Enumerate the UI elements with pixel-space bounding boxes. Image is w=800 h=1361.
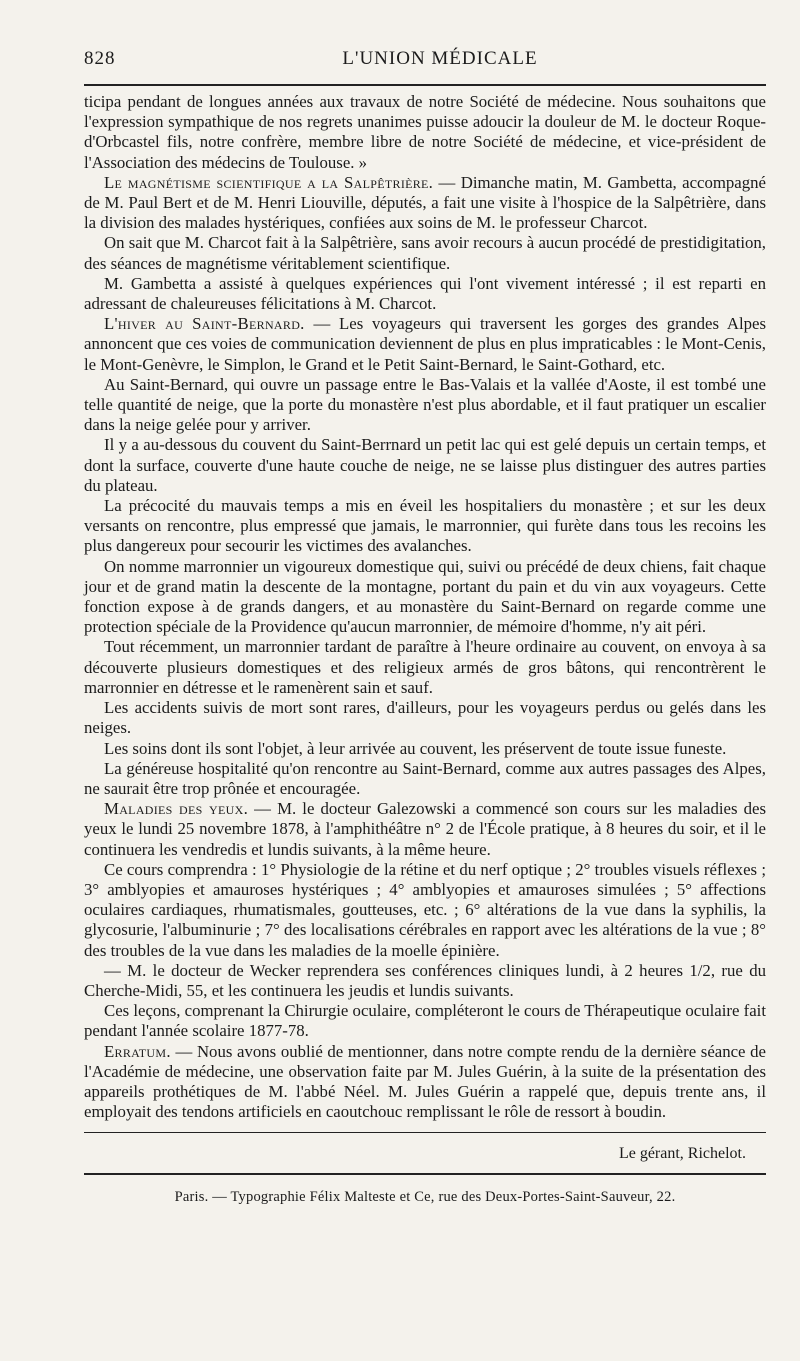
section-paragraph [84,799,766,860]
paragraph: La généreuse hospitalité qu'on rencontre au Saint-Bernard, comme aux autres passages des Alpes, ne saurait être trop prônée et encouragée. [84,758,766,798]
paragraph: Tout récemment, un marronnier tardant de paraître à l'heure ordinaire au couvent, on envoya à sa découverte plusieurs domestiques et des religieux armés de gros bâtons, qui rencontrèrent le marronnier en détresse et le ramenèrent sain et sauf. [84,637,766,697]
section-text: — Nous avons oublié de mentionner, dans notre compte rendu de la dernière séance de l'Académie de médecine, une observation faite par M. Jules Guérin, à la suite de la présentation des appareils prothétiques de M. l'abbé Néel. M. Jules Guérin a rappelé que, depuis trente ans, il employait des tendons artificiels en caoutchouc remplissant le rôle de ressort à boudin. [84,1041,766,1122]
paragraph: M. Gambetta a assisté à quelques expériences qui l'ont vivement intéressé ; il est reparti en adressant de chaleureuses félicitations à M. Charcot. [84,273,766,314]
paragraph: Les accidents suivis de mort sont rares, d'ailleurs, pour les voyageurs perdus ou gelés dans les neiges. [84,698,766,738]
paragraph: Au Saint-Bernard, qui ouvre un passage entre le Bas-Valais et la vallée d'Aoste, il est tombé une telle quantité de neige, que la porte du monastère n'est plus abordable, et il faut pratiquer un escalier dans la neige gelée pour y arriver. [84,374,766,435]
paragraph: Ces leçons, comprenant la Chirurgie oculaire, compléteront le cours de Thérapeutique oculaire fait pendant l'année scolaire 1877-78. [84,1001,766,1041]
paragraph: Ce cours comprendra : 1° Physiologie de la rétine et du nerf optique ; 2° troubles visuels réflexes ; 3° amblyopies et amauroses hystériques ; 4° amblyopies et amauroses simulées ; 5° affections oculaires cardiaques, rhumatismales, goutteuses, etc. ; 6° altérations de la vue dans la syphilis, la glycosurie, l'albuminurie ; 7° des localisations cérébrales en rapport avec les altérations de la vue ; 8° des troubles de la vue dans les maladies de la moelle épinière. [84,859,766,960]
section-paragraph [84,314,766,375]
section-heading: Le magnétisme scientifique a la Salpêtrière. [104,172,434,192]
section-heading: Erratum. [104,1041,171,1061]
page-number: 828 [84,48,116,69]
paragraph: La précocité du mauvais temps a mis en éveil les hospitaliers du monastère ; et sur les deux versants on rencontre, plus empressé que jamais, le marronnier, qui furète dans tous les recoins les plus dangereux pour secourir les victimes des avalanches. [84,496,766,556]
paragraph: Il y a au-dessous du couvent du Saint-Berrnard un petit lac qui est gelé depuis un certain temps, et dont la surface, couverte d'une haute couche de neige, ne se laisse plus distinguer des autres parties du plateau. [84,435,766,495]
section-paragraph [84,1042,766,1123]
imprint-rule [84,1173,766,1175]
section-heading: Maladies des yeux. [104,799,249,819]
section-text: — Dimanche matin, M. Gambetta, accompagné de M. Paul Bert et de M. Henri Liouville, députés, a fait une visite à l'hospice de la Salpêtrière, dans la division des malades hystériques, confiées aux soins de M. le professeur Charcot. [84,172,766,233]
running-head [84,48,766,78]
section-heading: L'hiver au Saint-Bernard. [104,314,305,334]
section-text: — Les voyageurs qui traversent les gorges des grandes Alpes annoncent que ces voies de communication deviennent de plus en plus impraticables : le Mont-Cenis, le Mont-Genèvre, le Simplon, le Grand et le Petit Saint-Bernard, le Saint-Gothard, etc. [84,314,766,374]
paragraph: On sait que M. Charcot fait à la Salpêtrière, sans avoir recours à aucun procédé de prestidigitation, des séances de magnétisme véritablement scientifique. [84,233,766,273]
imprint: Paris. — Typographie Félix Malteste et Ce, rue des Deux-Portes-Saint-Sauveur, 22. [174,1189,676,1206]
signature: Le gérant, Richelot. [618,1145,746,1163]
journal-title: L'UNION MÉDICALE [342,48,538,69]
article-body [84,92,766,1122]
paragraph: ticipa pendant de longues années aux travaux de notre Société de médecine. Nous souhaitons que l'expression sympathique de nos regrets unanimes puisse adoucir la douleur de M. le docteur Roque-d'Orbcastel fils, notre confrère, membre libre de notre Société de médecine, et vice-président de l'Association des médecins de Toulouse. » [84,92,766,172]
header-rule [84,84,766,86]
section-paragraph [84,173,766,234]
paragraph: On nomme marronnier un vigoureux domestique qui, suivi ou précédé de deux chiens, fait chaque jour et de grand matin la descente de la montagne, portant du pain et du vin aux voyageurs. Cette fonction expose à de grands dangers, et au monastère du Saint-Bernard on regarde comme une protection spéciale de la Providence qu'aucun marronnier, de mémoire d'homme, n'y ait péri. [84,556,766,637]
paragraph: — M. le docteur de Wecker reprendera ses conférences cliniques lundi, à 2 heures 1/2, rue du Cherche-Midi, 55, et les continuera les jeudis et lundis suivants. [84,960,766,1000]
footer-rule [84,1132,766,1133]
paragraph: Les soins dont ils sont l'objet, à leur arrivée au couvent, les préservent de toute issue funeste. [104,738,727,758]
section-text: — M. le docteur Galezowski a commencé son cours sur les maladies des yeux le lundi 25 novembre 1878, à l'amphithéâtre n° 2 de l'École pratique, à 8 heures du soir, et il le continuera les vendredis et lundis suivants, à la même heure. [84,799,766,859]
